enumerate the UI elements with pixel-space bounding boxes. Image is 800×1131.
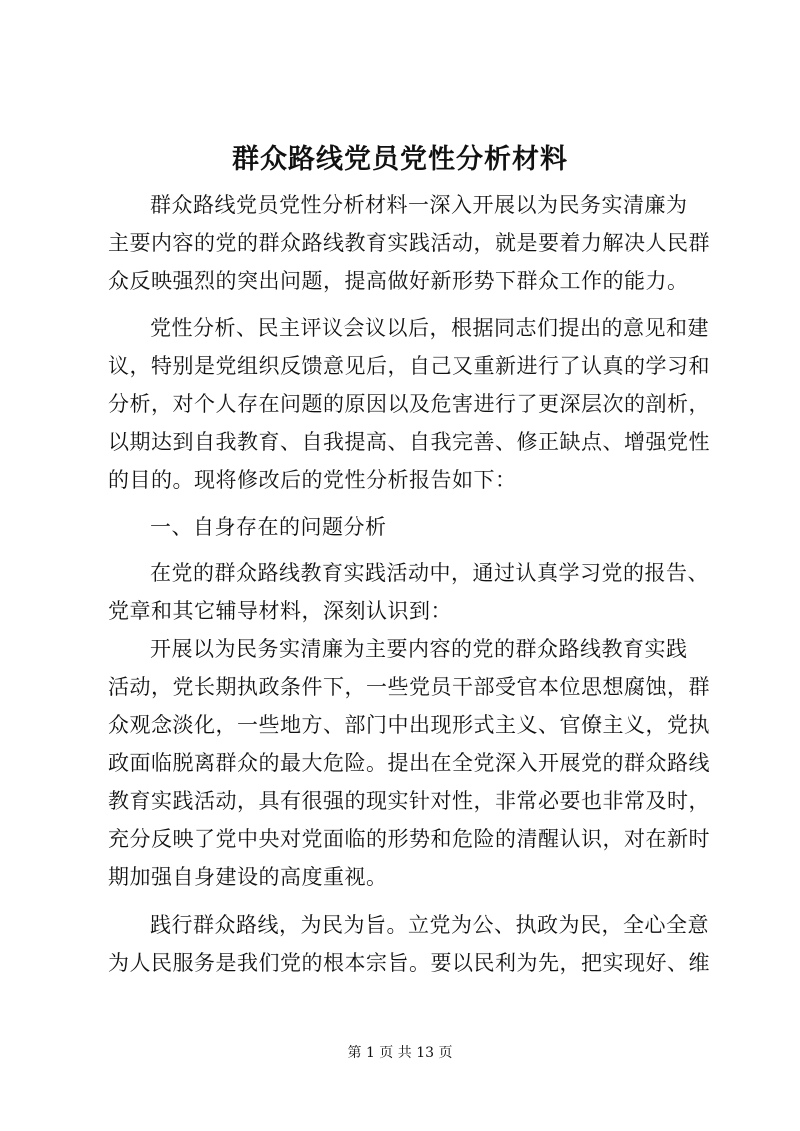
text-line: 教育实践活动，具有很强的现实针对性，非常必要也非常及时， bbox=[108, 789, 710, 813]
text-line: 为人民服务是我们党的根本宗旨。要以民利为先，把实现好、维 bbox=[108, 951, 710, 975]
text-line: 党章和其它辅导材料，深刻认识到： bbox=[108, 599, 452, 623]
text-line: 的目的。现将修改后的党性分析报告如下： bbox=[108, 468, 517, 492]
text-line: 充分反映了党中央对党面临的形势和危险的清醒认识，对在新时 bbox=[108, 827, 710, 851]
text-line: 众反映强烈的突出问题，提高做好新形势下群众工作的能力。 bbox=[108, 269, 689, 293]
document-title: 群众路线党员党性分析材料 bbox=[232, 144, 568, 175]
text-line: 开展以为民务实清廉为主要内容的党的群众路线教育实践 bbox=[150, 637, 688, 661]
text-line: 众观念淡化，一些地方、部门中出现形式主义、官僚主义，党执 bbox=[108, 713, 710, 737]
text-line: 主要内容的党的群众路线教育实践活动，就是要着力解决人民群 bbox=[108, 231, 710, 255]
text-line: 群众路线党员党性分析材料一深入开展以为民务实清廉为 bbox=[150, 193, 688, 217]
page-footer: 第 1 页 共 13 页 bbox=[347, 1045, 453, 1061]
section-heading: 一、自身存在的问题分析 bbox=[150, 515, 387, 539]
text-line: 分析，对个人存在问题的原因以及危害进行了更深层次的剖析， bbox=[108, 392, 710, 416]
text-line: 活动，党长期执政条件下，一些党员干部受官本位思想腐蚀，群 bbox=[108, 675, 710, 699]
text-line: 政面临脱离群众的最大危险。提出在全党深入开展党的群众路线 bbox=[108, 751, 710, 775]
text-line: 议，特别是党组织反馈意见后，自己又重新进行了认真的学习和 bbox=[108, 354, 710, 378]
text-line: 党性分析、民主评议会议以后，根据同志们提出的意见和建 bbox=[150, 316, 709, 340]
text-line: 期加强自身建设的高度重视。 bbox=[108, 865, 388, 889]
text-line: 在党的群众路线教育实践活动中，通过认真学习党的报告、 bbox=[150, 561, 709, 585]
text-line: 以期达到自我教育、自我提高、自我完善、修正缺点、增强党性 bbox=[108, 430, 710, 454]
text-line: 践行群众路线，为民为旨。立党为公、执政为民，全心全意 bbox=[150, 913, 709, 937]
